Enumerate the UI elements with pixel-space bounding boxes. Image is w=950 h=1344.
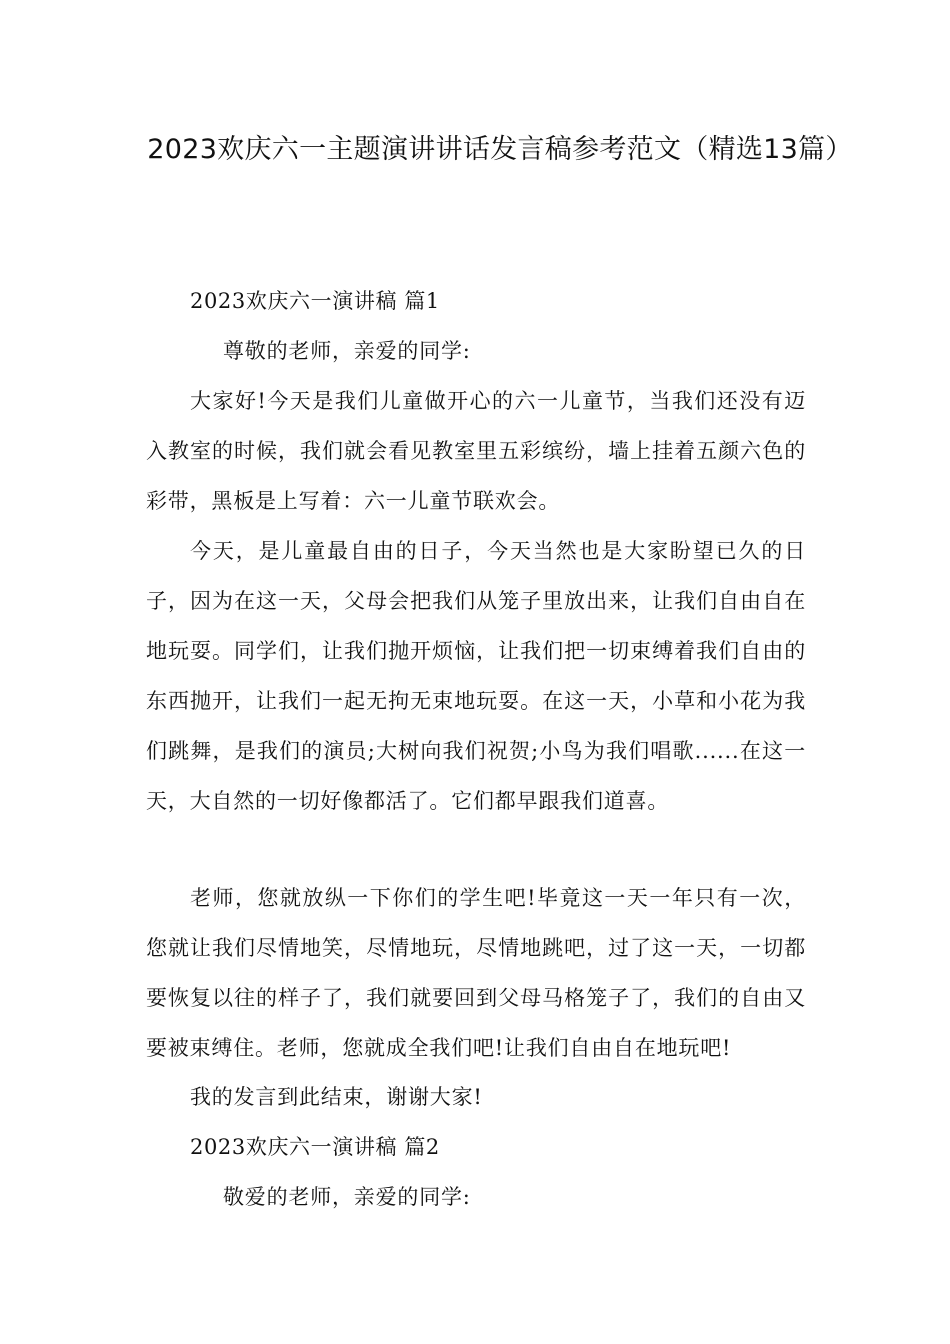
speech-1-paragraph-2: 今天，是儿童最自由的日子，今天当然也是大家盼望已久的日子，因为在这一天，父母会把我们从笼子里放出来，让我们自由自在地玩耍。同学们，让我们抛开烦恼，让我们把一切束缚着我们自由的东西抛开，让我们一起无拘无束地玩耍。在这一天，小草和小花为我们跳舞，是我们的演员;大树向我们祝贺;小鸟为我们唱歌......在这一天，大自然的一切好像都活了。它们都早跟我们道喜。 [146, 539, 806, 813]
speech-1-heading: 2023欢庆六一演讲稿 篇1 [190, 289, 440, 313]
speech-2-heading: 2023欢庆六一演讲稿 篇2 [190, 1135, 440, 1159]
speech-1-salutation: 尊敬的老师，亲爱的同学: [223, 339, 471, 363]
speech-1-closing: 我的发言到此结束，谢谢大家! [190, 1085, 483, 1109]
speech-2-salutation: 敬爱的老师，亲爱的同学: [223, 1185, 471, 1209]
speech-1-paragraph-1: 大家好!今天是我们儿童做开心的六一儿童节，当我们还没有迈入教室的时候，我们就会看见教室里五彩缤纷，墙上挂着五颜六色的彩带，黑板是上写着：六一儿童节联欢会。 [146, 389, 806, 513]
document-title: 2023欢庆六一主题演讲讲话发言稿参考范文（精选13篇） [147, 134, 853, 165]
speech-1-paragraph-3: 老师，您就放纵一下你们的学生吧!毕竟这一天一年只有一次，您就让我们尽情地笑，尽情地玩，尽情地跳吧，过了这一天，一切都要恢复以往的样子了，我们就要回到父母马格笼子了，我们的自由又要被束缚住。老师，您就成全我们吧!让我们自由自在地玩吧! [146, 886, 806, 1060]
